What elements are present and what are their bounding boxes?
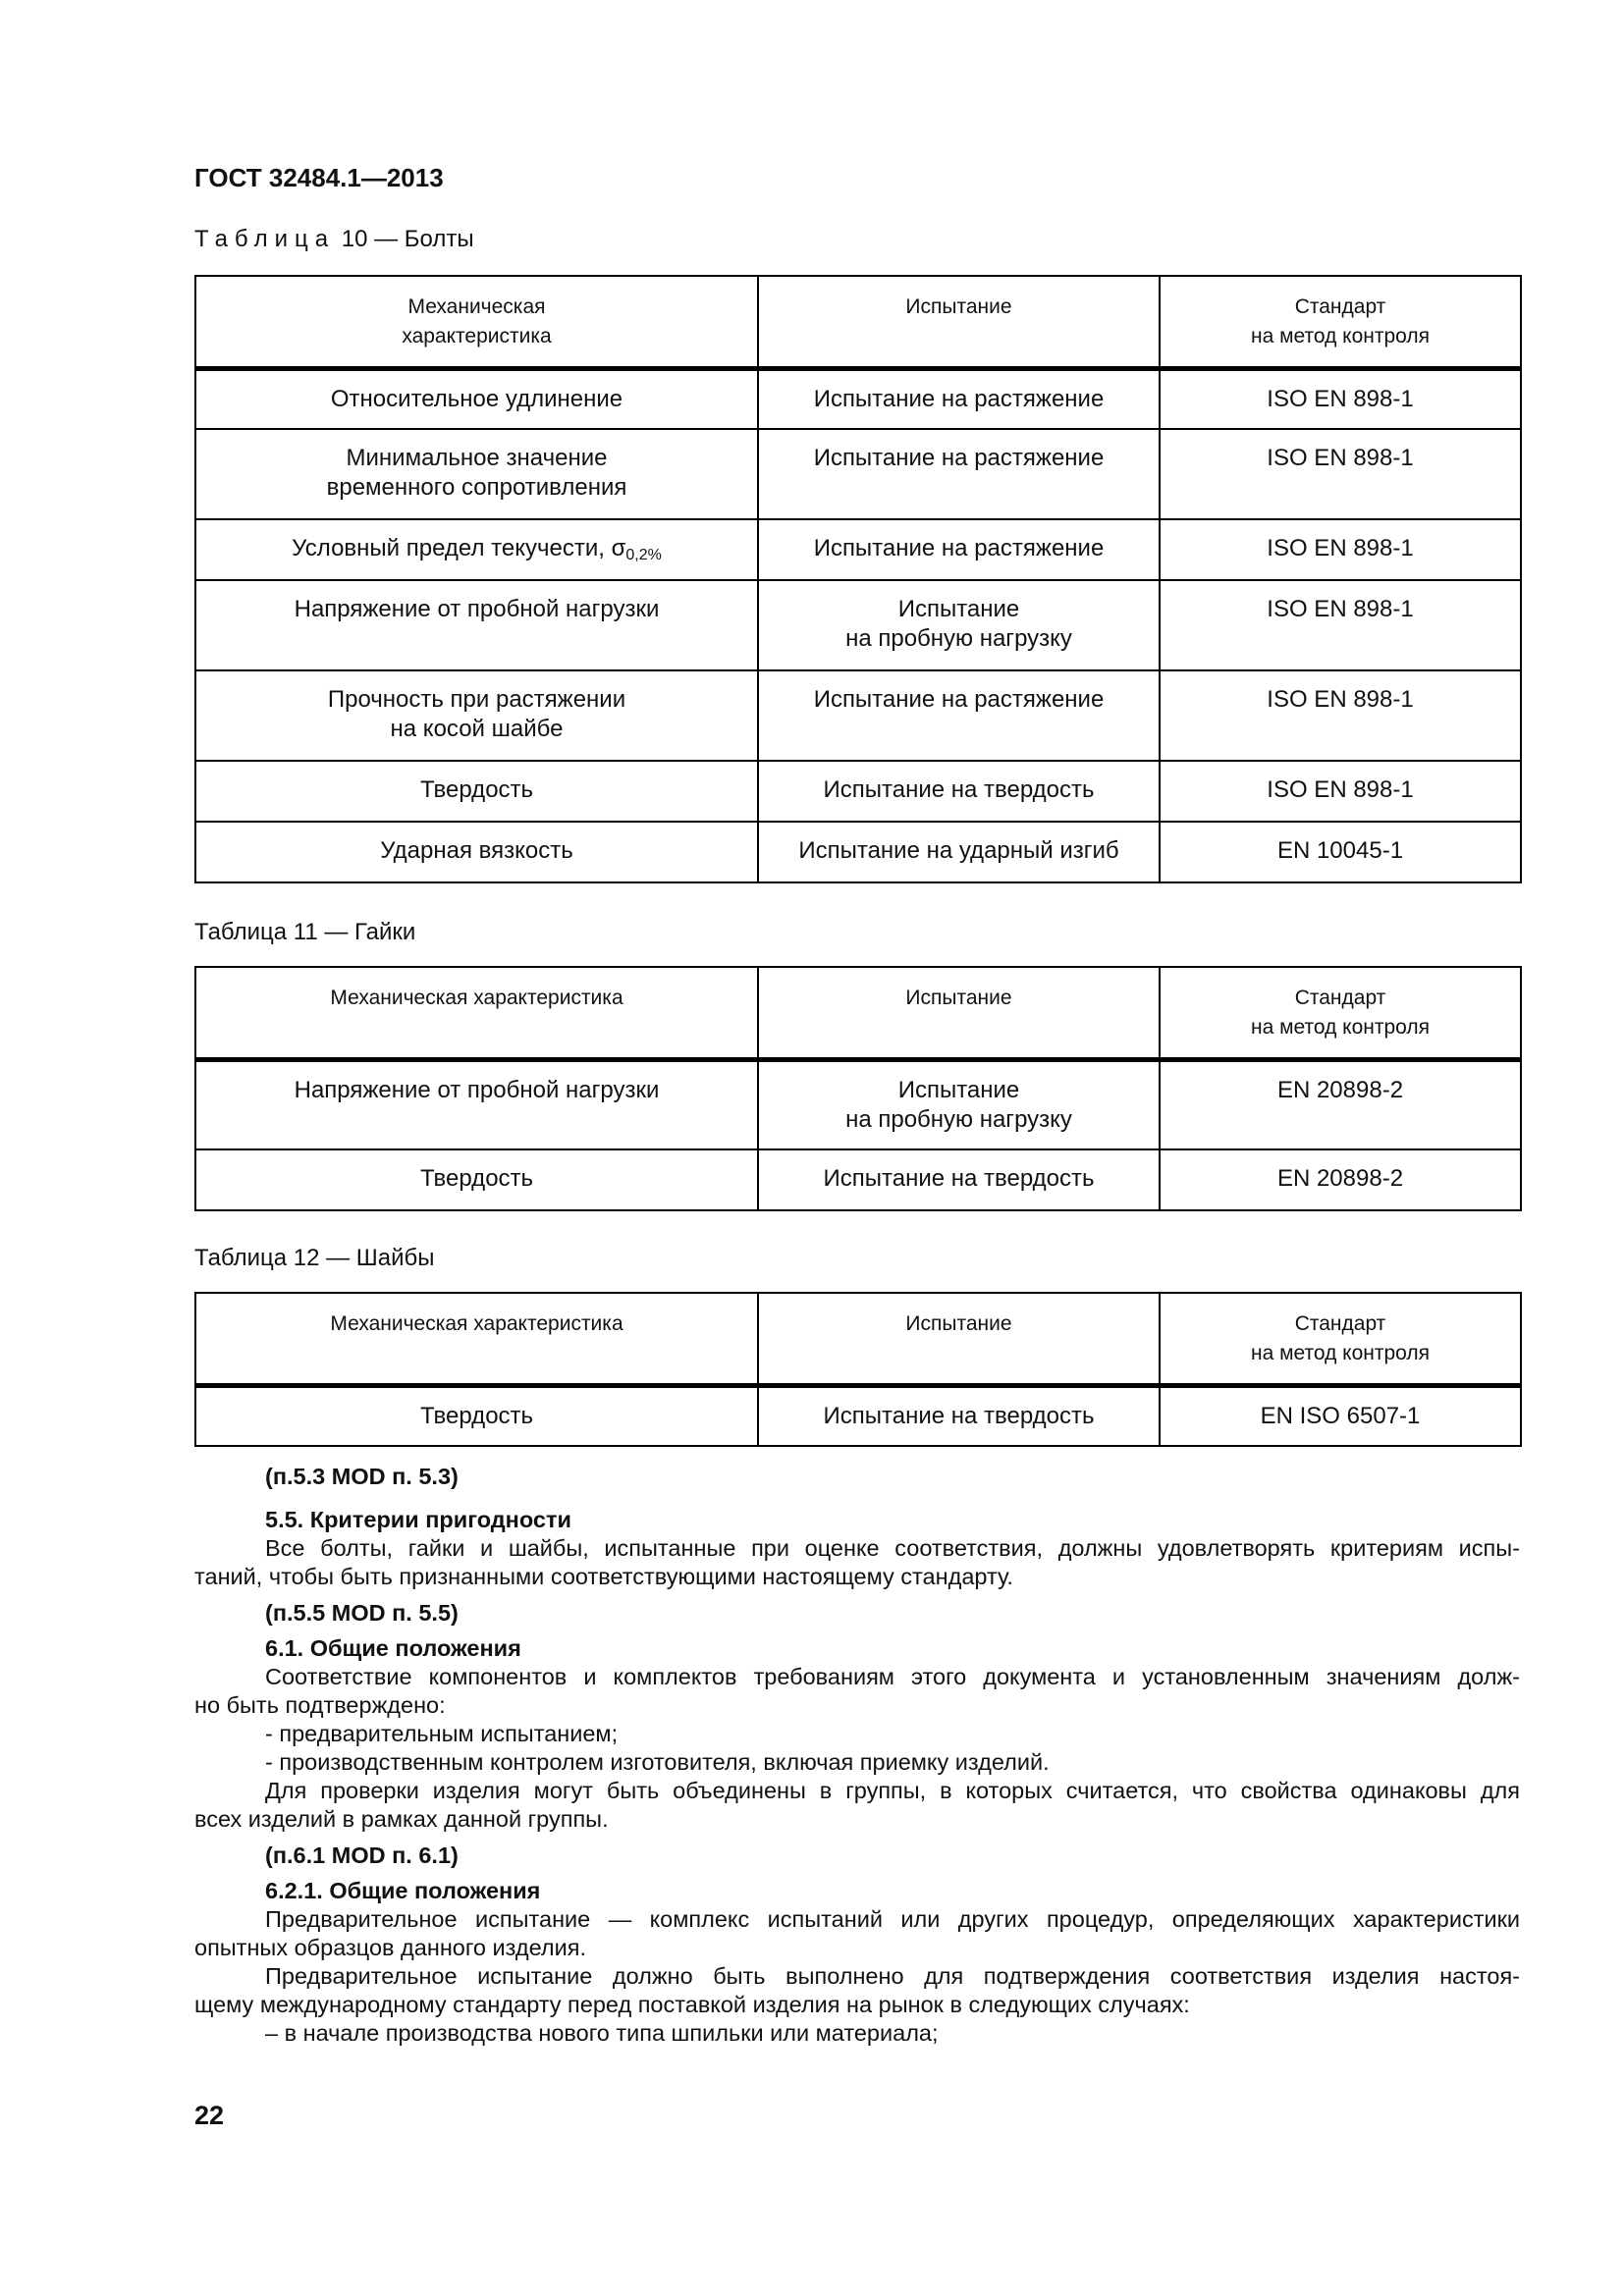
table-row [195,670,1521,761]
list-item: - производственным контролем изготовителя, включая приемку изделий. [265,1749,1050,1775]
table-row [195,429,1521,519]
para-line: но быть подтверждено: [194,1692,446,1718]
table-row [195,580,1521,670]
cell: EN 20898-2 [1160,1059,1521,1149]
para-line [194,1962,1520,1991]
hdr-text: Механическая характеристика [402,295,552,347]
cell: EN 10045-1 [1160,822,1521,882]
table10-caption-word: Таблица [194,226,336,252]
cell: Твердость [195,1149,758,1210]
table-11-nuts [194,966,1522,1211]
cell: Испытание на твердость [758,761,1160,822]
para-line: опытных образцов данного изделия. [194,1935,586,1960]
table-header-row [195,1293,1521,1385]
cell: Твердость [195,761,758,822]
cell-text: Условный предел текучести, σ [292,535,626,561]
heading-text: 6.2.1. Общие положения [265,1878,541,1903]
cell: ISO EN 898-1 [1160,761,1521,822]
page-number: 22 [194,2101,225,2130]
para-line [194,1663,1520,1691]
cell: ISO EN 898-1 [1160,429,1521,519]
table10-caption [194,226,474,253]
sigma-subscript: 0,2% [625,547,662,563]
header-mechanical-characteristic [195,276,758,368]
header-test: Испытание [758,967,1160,1059]
list-item: – в начале производства нового типа шпильки или материала; [265,2020,939,2046]
cell: ISO EN 898-1 [1160,580,1521,670]
table-10-bolts [194,275,1522,883]
cell: Испытание на растяжение [758,670,1160,761]
cell: Относительное удлинение [195,368,758,429]
body-text [194,1463,1520,2048]
para-line [194,1720,1520,1748]
section-6-1-heading [194,1634,1520,1663]
hdr-text: Стандарт на метод контроля [1250,295,1431,347]
header-mechanical-characteristic: Механическая характеристика [195,1293,758,1385]
cell: Ударная вязкость [195,822,758,882]
para-line-text: Соответствие компонентов и комплектов требованиям этого документа и установленным значениям долж- [265,1664,1520,1689]
hdr-text: Испытание [905,295,1012,318]
paragraph-5-5 [194,1534,1520,1591]
mod-note-text: (п.5.3 MOD п. 5.3) [265,1464,459,1489]
cell: Прочность при растяжении на косой шайбе [195,670,758,761]
heading-text: 6.1. Общие положения [265,1635,521,1661]
table-row [195,1149,1521,1210]
cell: ISO EN 898-1 [1160,670,1521,761]
header-standard: Стандарт на метод контроля [1160,967,1521,1059]
para-line: всех изделий в рамках данной группы. [194,1806,609,1832]
paragraph-6-1 [194,1663,1520,1834]
mod-note-6-1 [194,1834,1520,1877]
para-line-text: Предварительное испытание должно быть выполнено для подтверждения соответствия изделия настоя- [265,1963,1520,1989]
mod-note-text: (п.6.1 MOD п. 6.1) [265,1842,459,1868]
section-5-5-heading [194,1506,1520,1534]
table-12-washers [194,1292,1522,1447]
mod-note-text: (п.5.5 MOD п. 5.5) [265,1600,459,1626]
table-row [195,761,1521,822]
mod-note-5-3 [194,1463,1520,1506]
table-row [195,1059,1521,1149]
document-header: ГОСТ 32484.1—2013 [194,163,444,192]
table-row [195,519,1521,580]
header-mechanical-characteristic: Механическая характеристика [195,967,758,1059]
cell: Испытание на твердость [758,1385,1160,1446]
header-test: Испытание [758,1293,1160,1385]
cell: ISO EN 898-1 [1160,519,1521,580]
header-test [758,276,1160,368]
cell: ISO EN 898-1 [1160,368,1521,429]
cell: Испытание на пробную нагрузку [758,580,1160,670]
table11-caption: Таблица 11 — Гайки [194,919,416,945]
section-6-2-1-heading [194,1877,1520,1905]
table12-caption: Таблица 12 — Шайбы [194,1245,435,1271]
header-standard [1160,276,1521,368]
cell: Минимальное значение временного сопротивления [195,429,758,519]
header-standard: Стандарт на метод контроля [1160,1293,1521,1385]
paragraph-6-2-1 [194,1905,1520,2048]
cell: EN 20898-2 [1160,1149,1521,1210]
list-item: - предварительным испытанием; [265,1721,619,1746]
cell: Испытание на ударный изгиб [758,822,1160,882]
para-line [194,2019,1520,2048]
cell: Испытание на растяжение [758,429,1160,519]
cell: Напряжение от пробной нагрузки [195,580,758,670]
cell: Напряжение от пробной нагрузки [195,1059,758,1149]
cell: Испытание на растяжение [758,519,1160,580]
cell: EN ISO 6507-1 [1160,1385,1521,1446]
para-line-text: Предварительное испытание — комплекс испытаний или других процедур, определяющих характеристики [265,1906,1520,1932]
para-line [194,1534,1520,1563]
para-line-text: Для проверки изделия могут быть объединены в группы, в которых считается, что свойства одинаковы для [265,1778,1520,1803]
para-line: щему международному стандарту перед поставкой изделия на рынок в следующих случаях: [194,1992,1190,2017]
cell: Твердость [195,1385,758,1446]
para-line [194,1777,1520,1805]
cell: Испытание на растяжение [758,368,1160,429]
mod-note-5-5 [194,1591,1520,1634]
cell [195,519,758,580]
para-line [194,1905,1520,1934]
para-line [194,1748,1520,1777]
para-line: таний, чтобы быть признанными соответствующими настоящему стандарту. [194,1564,1013,1589]
table-header-row [195,276,1521,368]
table10-caption-rest: 10 — Болты [335,226,474,252]
table-row [195,1385,1521,1446]
cell: Испытание на пробную нагрузку [758,1059,1160,1149]
table-header-row [195,967,1521,1059]
table-row [195,822,1521,882]
table-row [195,368,1521,429]
para-line-text: Все болты, гайки и шайбы, испытанные при оценке соответствия, должны удовлетворять критериям испы- [265,1535,1520,1561]
cell: Испытание на твердость [758,1149,1160,1210]
heading-text: 5.5. Критерии пригодности [265,1507,571,1532]
